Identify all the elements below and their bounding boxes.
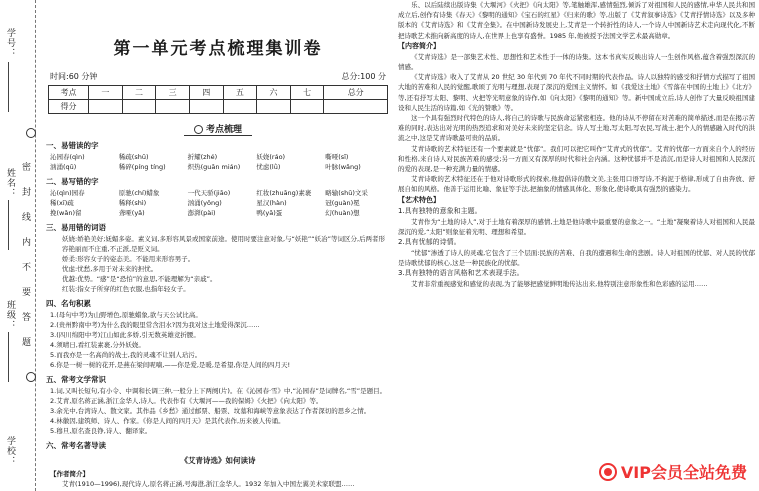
punch-hole: [26, 372, 36, 382]
score-input-cell[interactable]: [257, 100, 291, 114]
word-item: 沁园春(qìn): [50, 153, 85, 161]
vip-watermark[interactable]: [595, 458, 751, 485]
section-heading: 五、常考文学常识: [46, 375, 106, 384]
point-heading: 2.具有忧郁的诗情。: [398, 238, 461, 247]
score-cell: 五: [223, 86, 257, 100]
seal-char: 线: [22, 213, 32, 223]
word-item: 稀碎(píng tíng): [118, 163, 166, 171]
paragraph-heading: 【内容简介】: [398, 41, 440, 50]
word-item: 炽热(guān mián): [187, 163, 241, 171]
paragraph: 艾青非常重视感觉和感觉的表现,为了能够把感觉鲜明地传达出来,他特别注意形象性和色彩感的运用……: [411, 280, 708, 289]
paragraph: 艾青(1910—1996),现代诗人,原名蒋正涵,号海澄,浙江金华人。1932 年加入中国左翼美术家联盟……: [62, 480, 355, 488]
word-item: 星汉(hàn): [256, 199, 287, 207]
margin-field-school: 学校：: [5, 436, 15, 466]
word-item: 汹涌(yǒng): [187, 199, 222, 207]
score-cell: 三: [156, 86, 190, 100]
point-heading: 3.具有独特的语言风格和艺术表现手法。: [398, 269, 524, 278]
seal-char: 答: [22, 313, 32, 323]
literature-item: 5.穆旦,原名查良铮,诗人、翻译家。: [50, 427, 152, 435]
paragraph: 《艾青诗选》是一部集艺术性、思想性和艺术性于一体的诗集。这本书真实反映出诗人一生创作风格,蕴含着强烈深沉的情感。: [398, 52, 755, 72]
margin-line: [8, 200, 9, 250]
word-item: 折耀(zhé): [187, 153, 218, 161]
score-cell: 七: [290, 86, 324, 100]
seal-char: 题: [22, 338, 32, 348]
quote-item: 5.而我亦是一名高尚的战士,我的灵魂不让别人玷污。: [50, 351, 202, 359]
margin-field-class: 班级：: [5, 300, 15, 330]
word-item: 妖娆(ráo): [256, 153, 286, 161]
punch-hole: [26, 128, 36, 138]
score-input-cell[interactable]: [290, 100, 324, 114]
paragraph: 《艾青诗选》收入了艾青从 20 世纪 30 年代到 70 年代不同时期的代表作品。诗人以独特的感受和抒情方式描写了祖国大地的苦难和人民的觉醒,歌颂了光明与理想,表现了深沉的爱国主义情怀。如《我爱这土地》《雪落在中国的土地上》《北方》等,还有抒写太阳、黎明、火把等光明意象的诗作,如《向太阳》《黎明的通知》等。新中国成立后,诗人创作了大量反映祖国建设和人民生活的诗篇,如《光的赞歌》等。: [398, 73, 755, 112]
paragraph: 乐、以后陆续出版诗集《大堰河》《火把》《向太阳》等,笔触雄浑,感情强烈,倾诉了对祖国和人民的感情,申华人民共和国成立后,创作有诗集《春天》《黎明的通知》《宝石的红星》《归来的歌》等,出版了《艾青叙事诗选》《艾青抒情诗选》以及多种版本的《艾青诗选》和《艾青全集》。在中国新诗发展史上,艾青是一个转折性的诗人,一个诗人中国新诗艺术走向现代化,不断把诗歌艺术推向新高度的诗人,在世界上也享有盛誉。1985 年,他被授予法国文学艺术最高勋章。: [398, 1, 755, 40]
paragraph: 娇柔:形容女子的姿态美。不能用来形容男子。: [62, 255, 195, 263]
exam-total: 总分:100 分: [341, 72, 386, 81]
quote-item: 1.(母句中考)为山野增色,原驰蜡象,欲与天公试比高。: [50, 311, 202, 319]
paragraph-heading: 【作者简介】: [50, 470, 89, 478]
literature-item: 2.艾青,原名蒋正涵,浙江金华人,诗人。代表作有《大堰河——我的保姆》《火把》《向太阳》等。: [50, 397, 323, 405]
word-row: [50, 162, 394, 172]
paragraph: 艾青作为“土地的诗人”,对于土地有着深厚的感情,土地是他诗歌中最重要的意象之一。“土地”凝聚着诗人对祖国和人民最深沉的爱,“太阳”则象征着光明、理想和希望。: [398, 217, 755, 236]
score-input-cell[interactable]: [324, 100, 388, 114]
word-item: 一代天骄(jiāo): [187, 189, 231, 197]
literature-item: 4.林徽因,建筑师、诗人、作家。《你是人间的四月天》是其代表作,历来被人传诵。: [50, 417, 285, 425]
score-table-row: [49, 100, 388, 114]
paragraph: “忧郁”渗透了诗人的灵魂,它包含了三个层面:民族的苦难、自我的遭遇和生命的悲剧。诗人对祖国的忧郁、对人民的忧郁是诗歌忧郁的核心,这是一种民族化的忧郁。: [398, 249, 755, 268]
word-row: [50, 208, 394, 218]
section-heading: 三、易用错的词语: [46, 223, 106, 232]
left-column: [42, 8, 394, 488]
score-cell: 二: [122, 86, 156, 100]
word-item: 稀(xī)疏: [50, 199, 74, 207]
margin-line: [8, 332, 9, 382]
right-column: [398, 0, 759, 491]
score-input-cell[interactable]: [156, 100, 190, 114]
paragraph-heading: 【艺术特色】: [398, 195, 440, 204]
literature-item: 3.余光中,台湾诗人、散文家。其作品《乡愁》通过邮票、船票、坟墓和海峡等意象表达了作者深切的思乡之情。: [50, 407, 371, 415]
score-cell: 六: [257, 86, 291, 100]
paragraph: 艾青诗歌的艺术特征还在于他对诗歌形式的探索,他提倡诗的散文美,主张用口语写诗,不拘泥于格律,形成了自由奔放、舒展自如的风格。他善于运用比喻、象征等手法,把抽象的情感具体化、形象化,使诗歌具有强烈的感染力。: [398, 175, 755, 194]
seal-char: 不: [22, 263, 32, 273]
section-banner: [42, 122, 394, 135]
section-heading: 二、易写错的字: [46, 177, 99, 186]
score-input-cell[interactable]: [122, 100, 156, 114]
banner-icon: [194, 125, 203, 134]
page-title: 第一单元考点梳理集训卷: [113, 39, 323, 59]
score-cell: 总分: [324, 86, 388, 100]
word-item: 嘶哑(sī): [325, 153, 349, 161]
score-table: [48, 85, 388, 114]
score-cell: 四: [189, 86, 223, 100]
literature-item: 1.词,又叫长短句,有小令、中调和长调三种,一般分上下两阕(片)。在《沁园春·雪》中,“沁园春”是词牌名,“雪”是题目。: [50, 387, 387, 395]
word-item: 澎湃(pài): [187, 209, 216, 217]
word-row: [50, 152, 394, 162]
word-item: 鸭(yā)蛋: [256, 209, 283, 217]
reading-guide-title: 《艾青诗选》如何读诗: [180, 456, 256, 465]
word-item: 冠(guàn)冕: [325, 199, 360, 207]
word-item: 叶脉(wǎng): [325, 163, 361, 171]
score-cell: 考点: [49, 86, 89, 100]
banner-text: 考点梳理: [205, 125, 242, 135]
word-item: 稀释(shì): [118, 199, 147, 207]
binding-margin: [0, 0, 36, 491]
point-heading: 1.具有独特的意象和主题。: [398, 206, 482, 215]
word-item: 沁(qìn)园春: [50, 189, 85, 197]
location-pin-icon: [599, 463, 617, 481]
score-input-cell[interactable]: [189, 100, 223, 114]
quote-item: 2.(贵州黔南中考)为什么我的眼里常含泪水?因为我对这土地爱得深沉……: [50, 321, 260, 329]
section-heading: 六、常考名著导读: [46, 441, 106, 450]
score-table-header: [49, 86, 388, 100]
section-heading: 一、易错读的字: [46, 141, 99, 150]
exam-meta: [50, 71, 386, 82]
paragraph: 艾青诗歌的艺术特征还有一个要素就是“忧郁”。我们可以把它叫作“艾青式的忧郁”。艾青的忧郁一方面来自个人的经历和性格,来自诗人对民族苦难的感受;另一方面又有深厚的时代和社会内涵。这种忧郁并不是消沉,而是诗人对祖国和人民深沉的爱的表现,是一种充满力量的情感。: [398, 144, 755, 174]
word-row: [50, 198, 394, 208]
paragraph: 优越:优势。“感”是“恐怕”的意思,不能理解为“亲戚”。: [62, 275, 217, 283]
quote-item: 3.(四川绵阳中考)江山如此多娇,引无数英雄竞折腰。: [50, 331, 200, 339]
margin-field-student-id: 学号：: [5, 28, 15, 58]
score-cell: 一: [89, 86, 123, 100]
word-item: 忧虑(lǜ): [256, 163, 281, 171]
score-input-cell[interactable]: [223, 100, 257, 114]
paragraph: 妖娆:娇艳美好;妩媚多姿。素义词,多形容风景或国家前途。使用时要注意对象,与“妖艳”“妖冶”等词区分,后两者形容艳丽而不庄重,不正派,是贬义词。: [62, 235, 386, 253]
quote-item: 4.须晴日,看红装素裹,分外妖娆。: [50, 341, 145, 349]
word-item: 原驰(chí)蜡象: [118, 189, 160, 197]
seal-char: 封: [22, 188, 32, 198]
score-input-cell[interactable]: [89, 100, 123, 114]
word-item: 红妆(zhuāng)素裹: [256, 189, 312, 197]
word-item: 聋哑(yǎ): [118, 209, 145, 217]
margin-field-name: 姓名：: [5, 168, 15, 198]
word-item: 幻(huàn)想: [325, 209, 360, 217]
word-row: [50, 188, 394, 198]
seal-char: 要: [22, 288, 32, 298]
quote-item: 6.你是一树一树的花开,是燕在梁间呢喃,——你是爱,是暖,是希望,你是人间的四月天!: [50, 361, 291, 369]
margin-line: [8, 62, 9, 112]
seal-char: 密: [22, 163, 32, 173]
word-item: 略输(shū)文采: [325, 189, 368, 197]
section-heading: 四、名句积累: [46, 299, 91, 308]
paragraph: 忧虑:忧愁,多用于对未来的担忧。: [62, 265, 158, 273]
score-label: 得分: [49, 100, 89, 114]
exam-time: 时间:60 分钟: [50, 72, 98, 81]
word-item: 稀疏(shū): [118, 153, 149, 161]
word-item: 挽(wǎn)留: [50, 209, 82, 217]
vip-watermark-text: VIP会员全站免费: [620, 463, 747, 482]
seal-char: 内: [22, 238, 32, 248]
paragraph: 这一个具有强烈时代特色的诗人,将自己的诗歌与民族命运紧密相连。他的诗从不停留在对苦难的简单描述,而是在揭示苦难的同时,表达出对光明的热烈追求和对美好未来的坚定信念。诗人写土地,写太阳,写农民,写战士,把个人的情感融入时代的洪流之中,这是艾青诗歌最可贵的品质。: [398, 114, 755, 143]
paragraph: 红装:指女子所穿的红色衣服,也指年轻女子。: [62, 285, 190, 293]
word-item: 汹涌(qū): [50, 163, 77, 171]
